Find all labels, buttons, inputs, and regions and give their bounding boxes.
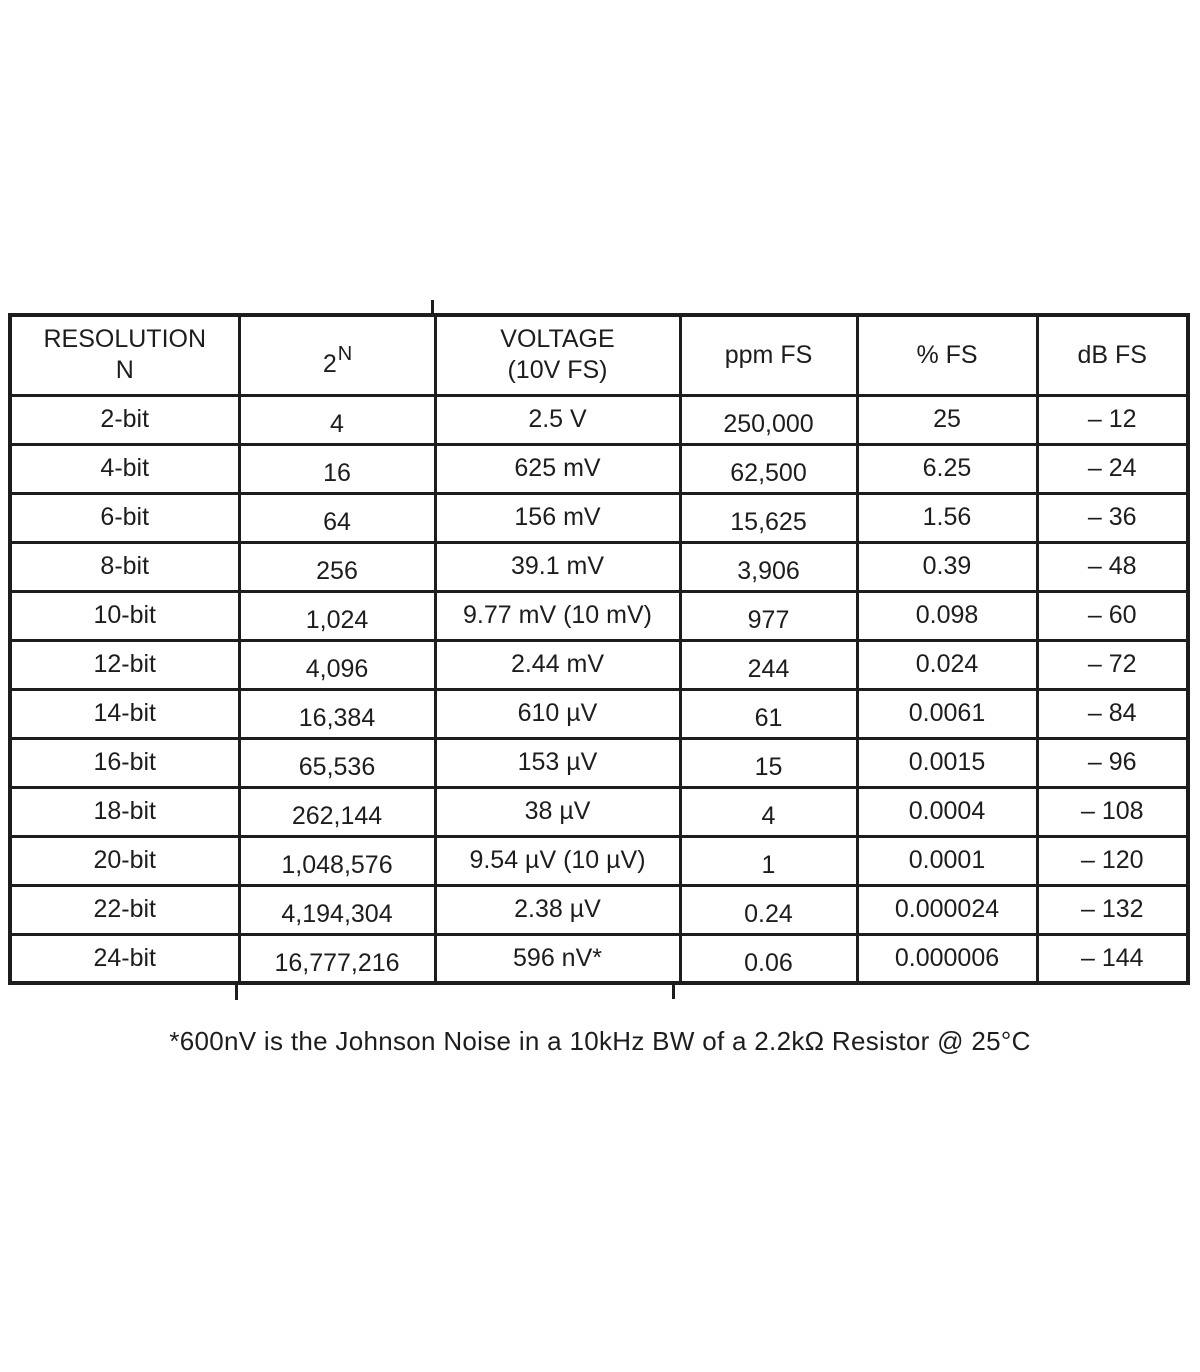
cell-power: 16,384 bbox=[239, 689, 435, 738]
cell-power: 256 bbox=[239, 542, 435, 591]
cell-percent: 0.0015 bbox=[857, 738, 1037, 787]
table-row bbox=[10, 542, 1188, 591]
cell-percent: 0.098 bbox=[857, 591, 1037, 640]
cell-voltage: 156 mV bbox=[435, 493, 680, 542]
cell-db: – 36 bbox=[1037, 493, 1188, 542]
cell-resolution: 22-bit bbox=[10, 885, 239, 934]
cell-resolution: 20-bit bbox=[10, 836, 239, 885]
cell-percent: 0.0001 bbox=[857, 836, 1037, 885]
column-header-resolution bbox=[10, 315, 239, 395]
cell-ppm: 1 bbox=[680, 836, 857, 885]
cell-power: 65,536 bbox=[239, 738, 435, 787]
cell-db: – 132 bbox=[1037, 885, 1188, 934]
cell-voltage: 39.1 mV bbox=[435, 542, 680, 591]
cell-resolution: 18-bit bbox=[10, 787, 239, 836]
cell-ppm: 0.24 bbox=[680, 885, 857, 934]
cell-db: – 84 bbox=[1037, 689, 1188, 738]
table-row bbox=[10, 885, 1188, 934]
cell-voltage: 38 µV bbox=[435, 787, 680, 836]
cell-voltage: 610 µV bbox=[435, 689, 680, 738]
cell-db: – 72 bbox=[1037, 640, 1188, 689]
table-row bbox=[10, 934, 1188, 983]
cell-db: – 144 bbox=[1037, 934, 1188, 983]
cell-ppm: 61 bbox=[680, 689, 857, 738]
header-row bbox=[10, 315, 1188, 395]
table-row bbox=[10, 689, 1188, 738]
cell-ppm: 250,000 bbox=[680, 395, 857, 444]
cell-power: 64 bbox=[239, 493, 435, 542]
cell-db: – 60 bbox=[1037, 591, 1188, 640]
cell-ppm: 977 bbox=[680, 591, 857, 640]
cell-db: – 120 bbox=[1037, 836, 1188, 885]
table-row bbox=[10, 444, 1188, 493]
cell-power: 4,194,304 bbox=[239, 885, 435, 934]
cell-db: – 108 bbox=[1037, 787, 1188, 836]
header-label: % FS bbox=[916, 340, 978, 369]
resolution-table bbox=[8, 313, 1190, 985]
superscript-n: N bbox=[337, 343, 353, 366]
column-header-db bbox=[1037, 315, 1188, 395]
table-row bbox=[10, 591, 1188, 640]
cell-percent: 0.39 bbox=[857, 542, 1037, 591]
cell-percent: 0.0061 bbox=[857, 689, 1037, 738]
cell-ppm: 62,500 bbox=[680, 444, 857, 493]
cell-voltage: 625 mV bbox=[435, 444, 680, 493]
cell-percent: 0.000024 bbox=[857, 885, 1037, 934]
cell-db: – 24 bbox=[1037, 444, 1188, 493]
scan-artifact-tick bbox=[672, 985, 675, 999]
table-row bbox=[10, 640, 1188, 689]
cell-power: 4 bbox=[239, 395, 435, 444]
cell-percent: 6.25 bbox=[857, 444, 1037, 493]
cell-ppm: 244 bbox=[680, 640, 857, 689]
table-row bbox=[10, 493, 1188, 542]
cell-voltage: 9.54 µV (10 µV) bbox=[435, 836, 680, 885]
cell-resolution: 16-bit bbox=[10, 738, 239, 787]
cell-ppm: 15 bbox=[680, 738, 857, 787]
cell-voltage: 153 µV bbox=[435, 738, 680, 787]
table-body bbox=[10, 395, 1188, 983]
cell-power: 16,777,216 bbox=[239, 934, 435, 983]
cell-db: – 48 bbox=[1037, 542, 1188, 591]
cell-power: 4,096 bbox=[239, 640, 435, 689]
cell-voltage: 2.38 µV bbox=[435, 885, 680, 934]
cell-voltage: 596 nV* bbox=[435, 934, 680, 983]
cell-voltage: 2.5 V bbox=[435, 395, 680, 444]
cell-resolution: 12-bit bbox=[10, 640, 239, 689]
cell-percent: 1.56 bbox=[857, 493, 1037, 542]
column-header-voltage bbox=[435, 315, 680, 395]
cell-power: 1,048,576 bbox=[239, 836, 435, 885]
scan-artifact-tick bbox=[235, 985, 238, 1000]
cell-power: 16 bbox=[239, 444, 435, 493]
header-label: ppm FS bbox=[724, 340, 813, 369]
header-label: dB FS bbox=[1077, 340, 1147, 369]
column-header-power bbox=[239, 315, 435, 395]
cell-percent: 0.0004 bbox=[857, 787, 1037, 836]
table-row bbox=[10, 395, 1188, 444]
table-row bbox=[10, 738, 1188, 787]
power-of-two-expression: $2^N$ bbox=[322, 343, 353, 378]
cell-resolution: 6-bit bbox=[10, 493, 239, 542]
cell-db: – 12 bbox=[1037, 395, 1188, 444]
cell-ppm: 3,906 bbox=[680, 542, 857, 591]
cell-voltage: 9.77 mV (10 mV) bbox=[435, 591, 680, 640]
footnote: *600nV is the Johnson Noise in a 10kHz BW of a 2.2kΩ Resistor @ 25°C bbox=[169, 1026, 1031, 1056]
cell-resolution: 4-bit bbox=[10, 444, 239, 493]
cell-power: 1,024 bbox=[239, 591, 435, 640]
cell-ppm: 15,625 bbox=[680, 493, 857, 542]
scan-artifact-tick bbox=[431, 300, 434, 317]
header-line: N bbox=[115, 356, 134, 385]
header-line: (10V FS) bbox=[507, 356, 608, 385]
header-line: VOLTAGE bbox=[500, 325, 615, 354]
cell-percent: 0.024 bbox=[857, 640, 1037, 689]
cell-resolution: 24-bit bbox=[10, 934, 239, 983]
cell-resolution: 8-bit bbox=[10, 542, 239, 591]
cell-resolution: 2-bit bbox=[10, 395, 239, 444]
cell-resolution: 10-bit bbox=[10, 591, 239, 640]
header-line: RESOLUTION bbox=[43, 325, 207, 354]
table-row bbox=[10, 836, 1188, 885]
column-header-ppm bbox=[680, 315, 857, 395]
table-row bbox=[10, 787, 1188, 836]
cell-ppm: 0.06 bbox=[680, 934, 857, 983]
cell-percent: 25 bbox=[857, 395, 1037, 444]
cell-resolution: 14-bit bbox=[10, 689, 239, 738]
cell-percent: 0.000006 bbox=[857, 934, 1037, 983]
cell-ppm: 4 bbox=[680, 787, 857, 836]
cell-voltage: 2.44 mV bbox=[435, 640, 680, 689]
column-header-percent bbox=[857, 315, 1037, 395]
cell-power: 262,144 bbox=[239, 787, 435, 836]
cell-db: – 96 bbox=[1037, 738, 1188, 787]
